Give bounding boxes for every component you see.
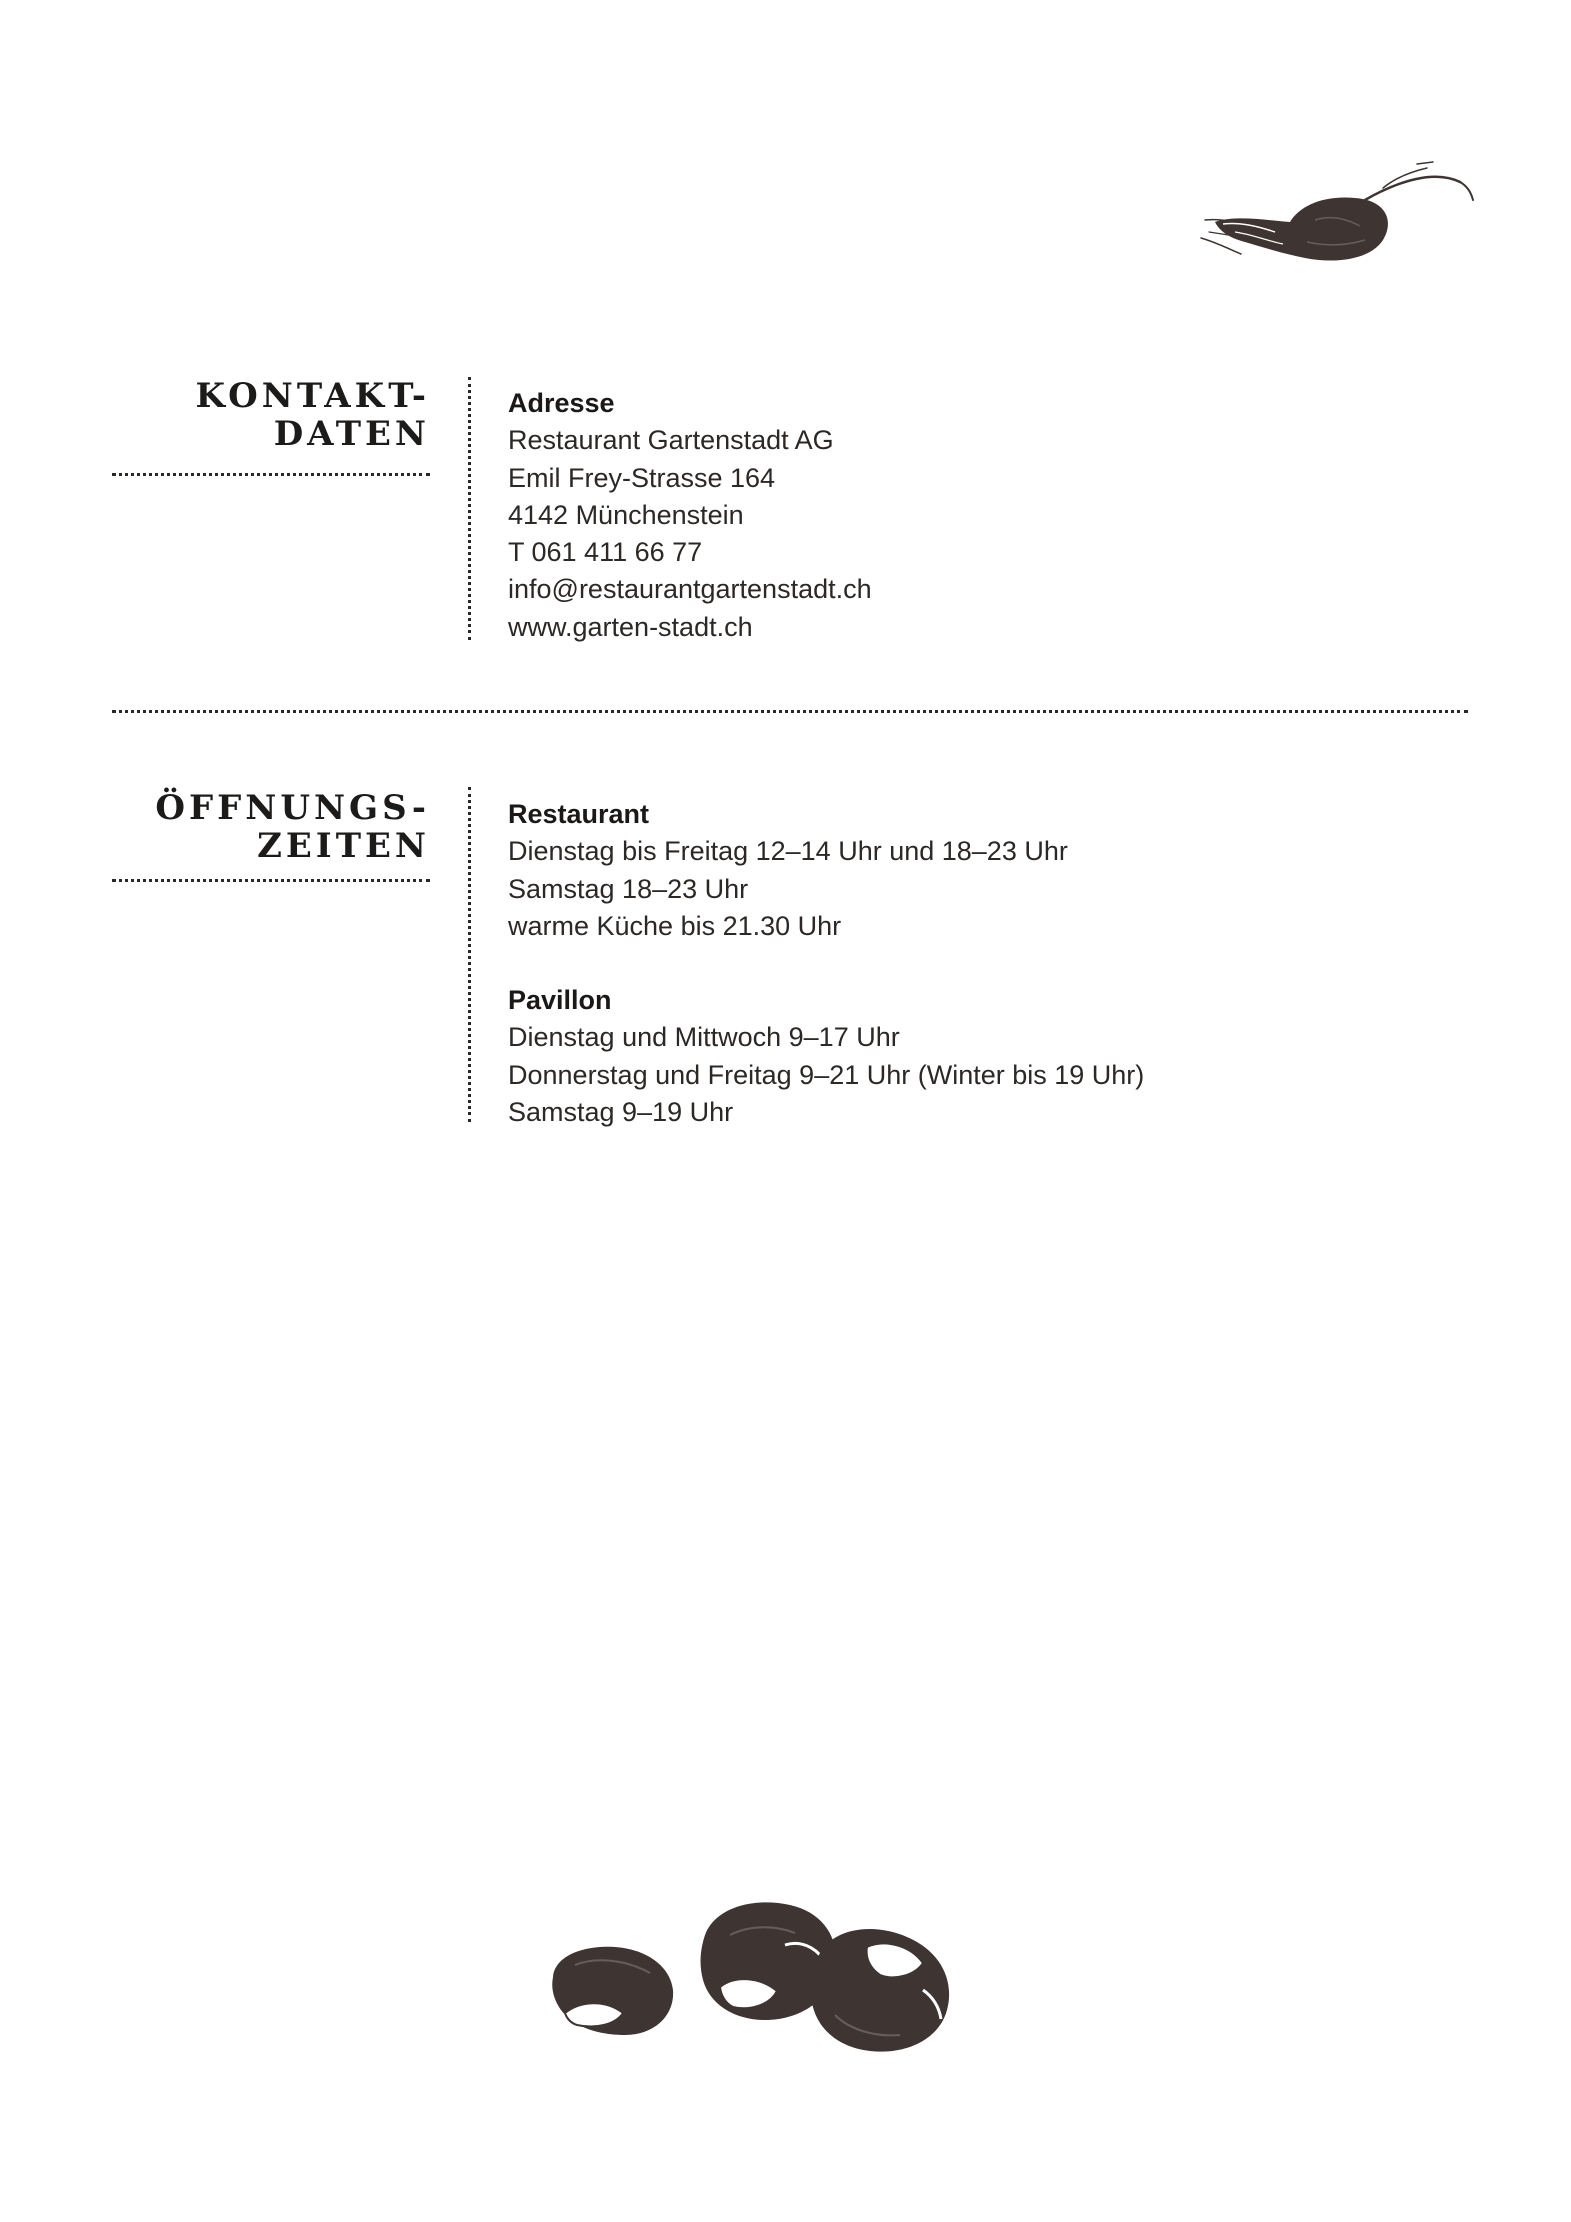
company-name: Restaurant Gartenstadt AG [508,425,834,456]
opening-hours [508,796,1144,1131]
root-vegetable-illustration [1195,160,1480,270]
chestnut-icon [552,1947,673,2035]
pavillon-hours-line: Dienstag und Mittwoch 9–17 Uhr [508,1022,900,1053]
website-url[interactable]: www.garten-stadt.ch [508,611,753,642]
contact-vertical-divider [468,377,471,640]
hours-section-title [100,789,430,865]
restaurant-hours-line: Samstag 18–23 Uhr [508,873,749,904]
hours-vertical-divider [468,787,471,1122]
restaurant-hours-line: Dienstag bis Freitag 12–14 Uhr und 18–23 Uhr [508,836,1068,867]
city-address: 4142 Münchenstein [508,499,744,530]
pavillon-hours-line: Samstag 9–19 Uhr [508,1097,734,1128]
hours-title-divider [112,879,430,882]
chestnuts-illustration [545,1895,965,2065]
contact-details [508,385,872,646]
contact-title-divider [112,473,430,476]
contact-heading-line1: KONTAKT- [195,376,430,416]
restaurant-hours-line: warme Küche bis 21.30 Uhr [508,910,842,941]
phone-number: T 061 411 66 77 [508,537,703,568]
chestnut-icon [811,1929,949,2052]
street-address: Emil Frey-Strasse 164 [508,462,776,493]
contact-section-title [100,377,430,453]
pavillon-label: Pavillon [508,985,612,1016]
pavillon-hours-line: Donnerstag und Freitag 9–21 Uhr (Winter bis 19 Uhr) [508,1059,1145,1090]
email-address[interactable]: info@restaurantgartenstadt.ch [508,574,872,605]
hours-heading-line1: ÖFFNUNGS- [155,788,430,828]
restaurant-label: Restaurant [508,799,650,829]
hours-heading-line2: ZEITEN [257,826,430,866]
address-label: Adresse [508,388,615,418]
spacer [508,945,1144,982]
section-divider [112,710,1468,713]
contact-heading-line2: DATEN [273,414,430,454]
